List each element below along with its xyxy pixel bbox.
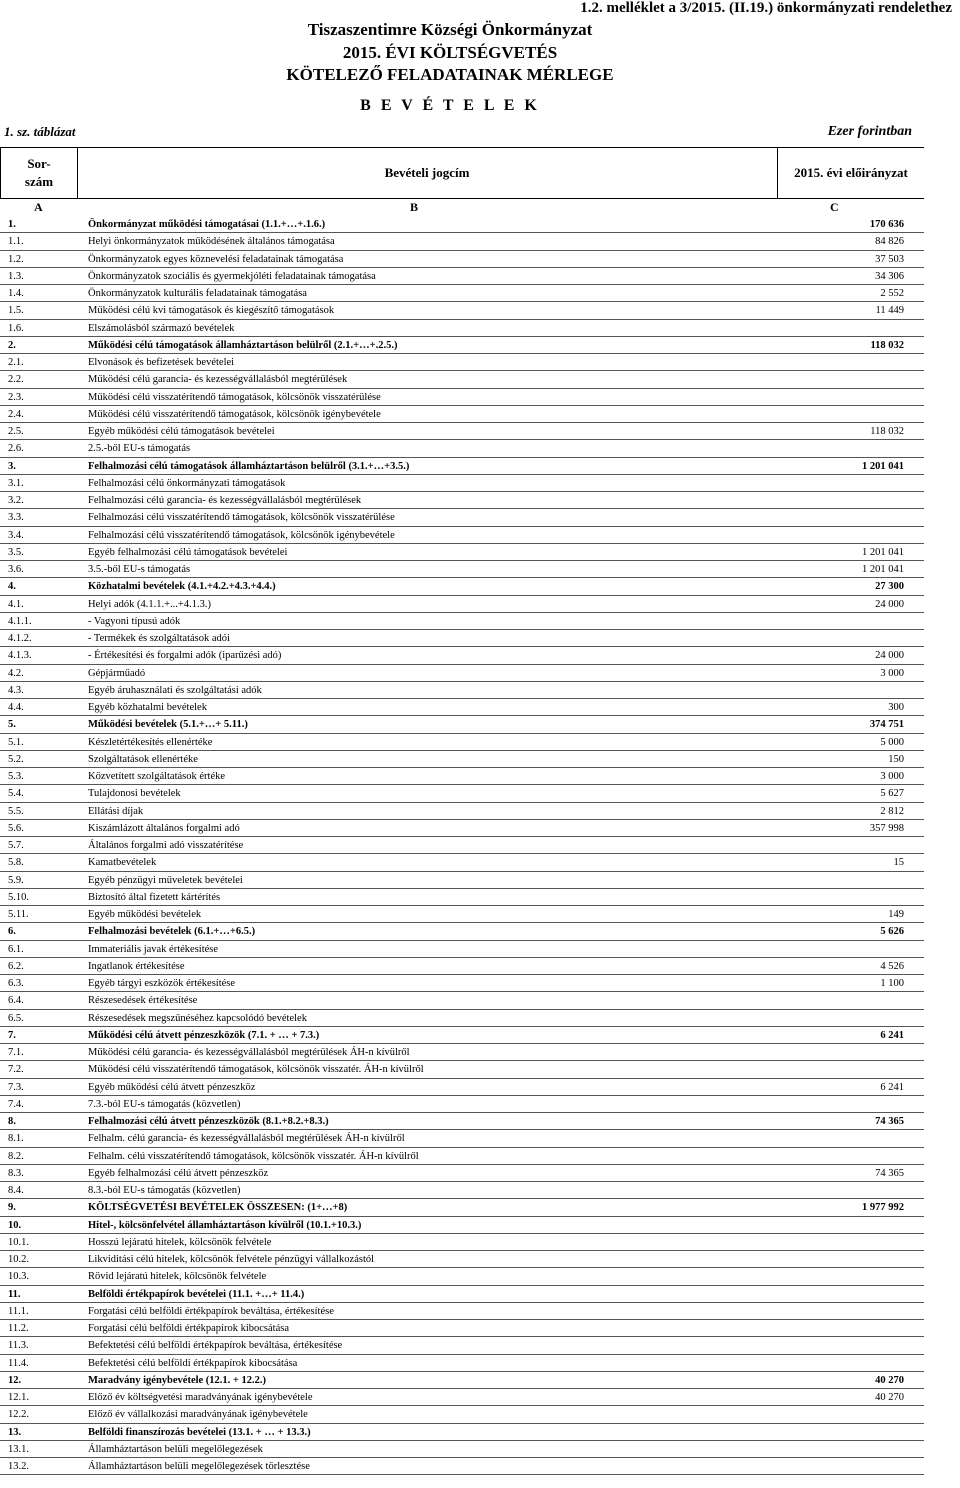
row-number: 8.3. — [8, 1167, 24, 1179]
table-row — [0, 906, 924, 923]
row-number: 3.3. — [8, 512, 24, 524]
table-row — [0, 768, 924, 785]
row-number: 10.2. — [8, 1254, 29, 1265]
row-number: 13.2. — [8, 1461, 29, 1472]
row-value: 5 627 — [880, 788, 904, 800]
row-label: Működési célú garancia- és kezességvállalásból megtérülések ÁH-n kívülről — [88, 1047, 410, 1058]
table-row — [0, 958, 924, 975]
table-row — [0, 716, 924, 733]
row-label: Részesedések megszűnéséhez kapcsolódó bevételek — [88, 1012, 307, 1024]
table-row — [0, 1406, 924, 1423]
table-row — [0, 682, 924, 699]
row-number: 13.1. — [8, 1443, 29, 1455]
row-label: Gépjárműadó — [88, 667, 146, 679]
row-label: Tulajdonosi bevételek — [88, 788, 181, 800]
row-number: 11.3. — [8, 1340, 29, 1352]
table-row — [0, 923, 924, 940]
table-row — [0, 423, 924, 440]
header-row-number-label: Sor- szám — [24, 156, 54, 189]
row-value: 374 751 — [869, 719, 904, 731]
row-number: 3.1. — [8, 477, 24, 489]
row-value: 40 270 — [875, 1392, 904, 1403]
row-number: 5.11. — [8, 909, 29, 920]
row-number: 6.4. — [8, 995, 24, 1007]
row-value: 11 449 — [875, 305, 904, 317]
row-label: Helyi önkormányzatok működésének általános támogatása — [88, 236, 335, 248]
row-value: 5 626 — [880, 926, 904, 938]
row-number: 11.2. — [8, 1323, 29, 1334]
row-label: Államháztartáson belüli megelőlegezések törlesztése — [88, 1461, 310, 1472]
row-number: 2.6. — [8, 443, 24, 455]
table-row — [0, 630, 924, 647]
row-number: 11.4. — [8, 1357, 29, 1369]
table-row — [0, 1337, 924, 1354]
row-label: Befektetési célú belföldi értékpapírok kibocsátása — [88, 1357, 298, 1369]
table-row — [0, 1268, 924, 1285]
table-row — [0, 216, 924, 233]
table-row — [0, 1424, 924, 1441]
table-row — [0, 1286, 924, 1303]
row-label: - Értékesítési és forgalmi adók (iparűzési adó) — [88, 650, 282, 662]
row-number: 5.10. — [8, 891, 29, 903]
column-letters — [0, 199, 924, 215]
row-number: 1. — [8, 219, 16, 230]
annex-reference: 1.2. melléklet a 3/2015. (II.19.) önkormányzati rendelethez — [580, 0, 952, 16]
row-label: Egyéb áruhasználati és szolgáltatási adók — [88, 684, 262, 696]
table-row — [0, 233, 924, 250]
table-row — [0, 1010, 924, 1027]
row-label: Működési célú kvi támogatások és kiegészítő támogatások — [88, 305, 335, 317]
table-row — [0, 613, 924, 630]
row-number: 5.3. — [8, 771, 24, 782]
table-row — [0, 302, 924, 319]
table-row — [0, 803, 924, 820]
row-number: 5.2. — [8, 753, 24, 765]
row-number: 4.3. — [8, 684, 24, 696]
table-row — [0, 1165, 924, 1182]
table-row — [0, 1303, 924, 1320]
row-value: 118 032 — [870, 339, 904, 351]
table-row — [0, 665, 924, 682]
table-number: 1. sz. táblázat — [4, 124, 76, 139]
row-number: 7.4. — [8, 1098, 24, 1110]
row-number: 2.1. — [8, 357, 24, 368]
row-number: 6.5. — [8, 1012, 24, 1024]
row-label: Felhalmozási célú átvett pénzeszközök (8.1.+8.2.+8.3.) — [88, 1116, 329, 1127]
row-label: Kiszámlázott általános forgalmi adó — [88, 822, 240, 834]
row-value: 1 201 041 — [862, 564, 904, 575]
row-number: 4.2. — [8, 667, 24, 679]
row-number: 10. — [8, 1219, 22, 1231]
row-number: 8. — [8, 1116, 16, 1127]
table-row — [0, 837, 924, 854]
row-label: Egyéb működési célú átvett pénzeszköz — [88, 1081, 256, 1093]
row-value: 2 812 — [880, 805, 904, 817]
table-row — [0, 578, 924, 595]
title-line-1: Tiszaszentimre Községi Önkormányzat — [307, 20, 593, 39]
row-number: 6.3. — [8, 978, 24, 989]
table-row — [0, 941, 924, 958]
table-row — [0, 389, 924, 406]
row-label: Felhalmozási célú visszatérítendő támogatások, kölcsönök visszatérülése — [88, 512, 395, 524]
row-label: Kamatbevételek — [88, 857, 157, 869]
row-number: 11.1. — [8, 1305, 29, 1317]
row-number: 5.5. — [8, 805, 24, 817]
table-row — [0, 544, 924, 561]
table-row — [0, 371, 924, 388]
table-row — [0, 1458, 924, 1475]
row-number: 2.2. — [8, 374, 24, 386]
row-value: 40 270 — [875, 1374, 904, 1386]
row-value: 5 000 — [880, 736, 904, 748]
row-number: 5.6. — [8, 822, 24, 834]
row-number: 5.1. — [8, 736, 24, 748]
row-label: Közvetített szolgáltatások értéke — [88, 771, 226, 782]
row-label: Előző év vállalkozási maradványának igénybevétele — [88, 1409, 308, 1421]
row-label: Egyéb felhalmozási célú átvett pénzeszköz — [88, 1167, 269, 1179]
row-label: Hosszú lejáratú hitelek, kölcsönök felvétele — [88, 1236, 272, 1248]
table-row — [0, 785, 924, 802]
header-title: Bevételi jogcím — [77, 148, 778, 198]
row-label: Rövid lejáratú hitelek, kölcsönök felvétele — [88, 1271, 267, 1283]
table-row — [0, 1130, 924, 1147]
row-label: Felhalmozási célú garancia- és kezességvállalásból megtérülések — [88, 495, 362, 506]
row-number: 4.1.1. — [8, 615, 32, 627]
row-number: 12.2. — [8, 1409, 29, 1421]
row-number: 4.1.2. — [8, 633, 32, 644]
row-value: 1 977 992 — [862, 1202, 904, 1214]
table-row — [0, 561, 924, 578]
column-letter-a: A — [34, 200, 43, 214]
row-value: 4 526 — [880, 960, 904, 972]
table-row — [0, 975, 924, 992]
row-label: Működési célú támogatások államháztartáson belülről (2.1.+…+.2.5.) — [88, 339, 398, 351]
table-row — [0, 1251, 924, 1268]
table-row — [0, 1079, 924, 1096]
row-number: 4.4. — [8, 702, 24, 713]
table-row — [0, 1441, 924, 1458]
row-number: 1.2. — [8, 253, 24, 265]
row-number: 1.6. — [8, 322, 24, 334]
table-row — [0, 854, 924, 871]
row-label: Készletértékesítés ellenértéke — [88, 736, 213, 748]
row-number: 3.2. — [8, 495, 24, 506]
row-label: - Termékek és szolgáltatások adói — [88, 633, 230, 644]
row-label: 3.5.-ből EU-s támogatás — [88, 564, 191, 575]
row-label: Önkormányzat működési támogatásai (1.1.+…+.1.6.) — [88, 219, 326, 230]
unit-label: Ezer forintban — [827, 124, 912, 139]
row-value: 24 000 — [875, 650, 904, 662]
row-label: Felhalmozási célú visszatérítendő támogatások, kölcsönök igénybevétele — [88, 529, 395, 541]
table-row — [0, 1389, 924, 1406]
table-row — [0, 751, 924, 768]
row-label: Működési bevételek (5.1.+…+ 5.11.) — [88, 719, 248, 731]
row-value: 1 201 041 — [862, 460, 904, 472]
row-label: Működési célú garancia- és kezességvállalásból megtérülések — [88, 374, 348, 386]
row-number: 3.6. — [8, 564, 24, 575]
row-label: Forgatási célú belföldi értékpapírok kibocsátása — [88, 1323, 289, 1334]
row-label: Immateriális javak értékesítése — [88, 943, 219, 955]
section-heading: B E V É T E L E K — [360, 97, 540, 114]
row-number: 2.5. — [8, 426, 24, 437]
row-value: 2 552 — [880, 288, 904, 299]
row-number: 7.3. — [8, 1081, 24, 1093]
row-label: - Vagyoni típusú adók — [88, 615, 181, 627]
row-number: 5. — [8, 719, 16, 731]
table-row — [0, 820, 924, 837]
row-label: Egyéb felhalmozási célú támogatások bevételei — [88, 546, 288, 558]
table-row — [0, 1320, 924, 1337]
row-number: 12.1. — [8, 1392, 29, 1403]
row-label: 7.3.-ból EU-s támogatás (közvetlen) — [88, 1098, 241, 1110]
row-number: 3.5. — [8, 546, 24, 558]
title-line-3: KÖTELEZŐ FELADATAINAK MÉRLEGE — [286, 65, 614, 84]
row-value: 15 — [893, 857, 904, 869]
row-number: 4.1. — [8, 598, 24, 610]
row-label: Önkormányzatok kulturális feladatainak támogatása — [88, 288, 307, 299]
row-value: 300 — [888, 702, 904, 713]
row-label: Felhalm. célú visszatérítendő támogatások, kölcsönök visszatér. ÁH-n kívülről — [88, 1150, 419, 1162]
row-value: 27 300 — [875, 581, 904, 593]
row-value: 3 000 — [880, 667, 904, 679]
table-header — [0, 147, 924, 199]
row-number: 1.3. — [8, 270, 24, 282]
row-value: 118 032 — [870, 426, 904, 437]
row-number: 2. — [8, 339, 16, 351]
row-number: 4. — [8, 581, 16, 593]
row-value: 170 636 — [869, 219, 904, 230]
header-amount: 2015. évi előirányzat — [794, 165, 908, 180]
table-row — [0, 734, 924, 751]
row-label: Belföldi finanszírozás bevételei (13.1. + … + 13.3.) — [88, 1426, 311, 1438]
table-row — [0, 699, 924, 716]
row-label: Befektetési célú belföldi értékpapírok beváltása, értékesítése — [88, 1340, 343, 1352]
row-value: 6 241 — [880, 1029, 904, 1041]
row-label: Elvonások és befizetések bevételei — [88, 357, 235, 368]
row-label: Önkormányzatok szociális és gyermekjóléti feladatainak támogatása — [88, 270, 376, 282]
row-label: Felhalmozási bevételek (6.1.+…+6.5.) — [88, 926, 256, 938]
table-row — [0, 527, 924, 544]
row-number: 6. — [8, 926, 16, 938]
row-label: Államháztartáson belüli megelőlegezések — [88, 1443, 263, 1455]
row-number: 3.4. — [8, 529, 24, 541]
row-label: Elszámolásból származó bevételek — [88, 322, 235, 334]
row-label: 8.3.-ból EU-s támogatás (közvetlen) — [88, 1185, 241, 1196]
row-label: Ingatlanok értékesítése — [88, 960, 185, 972]
row-value: 37 503 — [875, 253, 904, 265]
row-label: Egyéb működési bevételek — [88, 909, 202, 920]
row-value: 24 000 — [875, 598, 904, 610]
row-label: Önkormányzatok egyes köznevelési feladatainak támogatása — [88, 253, 344, 265]
table-row — [0, 251, 924, 268]
row-label: Felhalmozási célú támogatások államháztartáson belülről (3.1.+…+3.5.) — [88, 460, 410, 472]
table-row — [0, 354, 924, 371]
row-label: KÖLTSÉGVETÉSI BEVÉTELEK ÖSSZESEN: (1+…+8) — [88, 1202, 348, 1214]
row-value: 74 365 — [875, 1116, 904, 1127]
row-number: 5.4. — [8, 788, 24, 800]
table-row — [0, 1061, 924, 1078]
row-label: Egyéb közhatalmi bevételek — [88, 702, 207, 713]
row-label: Egyéb tárgyi eszközök értékesítése — [88, 978, 236, 989]
row-number: 11. — [8, 1288, 21, 1300]
row-label: Előző év költségvetési maradványának igénybevétele — [88, 1392, 313, 1403]
table-row — [0, 1027, 924, 1044]
title-line-2: 2015. ÉVI KÖLTSÉGVETÉS — [342, 43, 558, 62]
table-row — [0, 872, 924, 889]
row-value: 3 000 — [880, 771, 904, 782]
row-value: 74 365 — [875, 1167, 904, 1179]
row-number: 1.4. — [8, 288, 24, 299]
row-number: 2.4. — [8, 408, 24, 420]
table-row — [0, 337, 924, 354]
table-row — [0, 647, 924, 664]
row-number: 8.2. — [8, 1150, 24, 1162]
table-row — [0, 509, 924, 526]
table-row — [0, 406, 924, 423]
row-number: 3. — [8, 460, 16, 472]
row-number: 9. — [8, 1202, 16, 1214]
header-row-number — [1, 148, 78, 198]
row-number: 5.7. — [8, 840, 24, 851]
row-label: Részesedések értékesítése — [88, 995, 198, 1007]
row-number: 10.1. — [8, 1236, 29, 1248]
row-label: Egyéb működési célú támogatások bevételei — [88, 426, 275, 437]
table-row — [0, 1234, 924, 1251]
column-letter-c: C — [830, 200, 839, 214]
row-label: Működési célú átvett pénzeszközök (7.1. + … + 7.3.) — [88, 1029, 320, 1041]
row-value: 6 241 — [880, 1081, 904, 1093]
row-label: Maradvány igénybevétele (12.1. + 12.2.) — [88, 1374, 267, 1386]
table-row — [0, 1355, 924, 1372]
row-label: Működési célú visszatérítendő támogatások, kölcsönök visszatér. ÁH-n kívülről — [88, 1064, 424, 1076]
row-number: 12. — [8, 1374, 22, 1386]
table-row — [0, 285, 924, 302]
row-number: 5.9. — [8, 874, 24, 886]
row-number: 1.5. — [8, 305, 24, 317]
row-label: Közhatalmi bevételek (4.1.+4.2.+4.3.+4.4.) — [88, 581, 276, 593]
row-value: 150 — [888, 753, 904, 765]
table-row — [0, 440, 924, 457]
row-value: 1 100 — [880, 978, 904, 989]
row-number: 7. — [8, 1029, 16, 1041]
table-row — [0, 1199, 924, 1216]
row-number: 10.3. — [8, 1271, 29, 1283]
table-row — [0, 268, 924, 285]
row-value: 34 306 — [875, 270, 904, 282]
row-label: Belföldi értékpapírok bevételei (11.1. +…+ 11.4.) — [88, 1288, 305, 1300]
table-row — [0, 1182, 924, 1199]
row-value: 84 826 — [875, 236, 904, 248]
table-row — [0, 992, 924, 1009]
table-row — [0, 1148, 924, 1165]
row-number: 7.1. — [8, 1047, 24, 1058]
row-label: Forgatási célú belföldi értékpapírok beváltása, értékesítése — [88, 1305, 334, 1317]
table-row — [0, 320, 924, 337]
table-row — [0, 1113, 924, 1130]
row-value: 1 201 041 — [862, 546, 904, 558]
row-label: Likviditási célú hitelek, kölcsönök felvétele pénzügyi vállalkozástól — [88, 1254, 375, 1265]
row-label: Működési célú visszatérítendő támogatások, kölcsönök igénybevétele — [88, 408, 381, 420]
row-number: 4.1.3. — [8, 650, 32, 662]
row-label: Általános forgalmi adó visszatérítése — [88, 840, 244, 851]
row-label: Egyéb pénzügyi műveletek bevételei — [88, 874, 243, 886]
row-label: Szolgáltatások ellenértéke — [88, 753, 198, 765]
row-number: 8.1. — [8, 1133, 24, 1145]
row-number: 5.8. — [8, 857, 24, 869]
row-number: 2.3. — [8, 391, 24, 403]
table-row — [0, 475, 924, 492]
row-number: 1.1. — [8, 236, 24, 248]
row-label: Helyi adók (4.1.1.+...+4.1.3.) — [88, 598, 211, 610]
row-number: 13. — [8, 1426, 22, 1438]
row-number: 6.1. — [8, 943, 24, 955]
row-number: 8.4. — [8, 1185, 24, 1196]
row-number: 7.2. — [8, 1064, 24, 1076]
table-row — [0, 1044, 924, 1061]
column-letter-b: B — [410, 200, 419, 214]
table-row — [0, 1096, 924, 1113]
table-row — [0, 1372, 924, 1389]
table-body — [0, 216, 924, 1475]
table-row — [0, 596, 924, 613]
table-row — [0, 889, 924, 906]
row-label: Felhalmozási célú önkormányzati támogatások — [88, 477, 286, 489]
row-label: Ellátási díjak — [88, 805, 144, 817]
table-row — [0, 492, 924, 509]
table-row — [0, 458, 924, 475]
table-row — [0, 1217, 924, 1234]
row-label: Működési célú visszatérítendő támogatások, kölcsönök visszatérülése — [88, 391, 381, 403]
row-number: 6.2. — [8, 960, 24, 972]
row-label: Hitel-, kölcsönfelvétel államháztartáson kívülről (10.1.+10.3.) — [88, 1219, 362, 1231]
row-value: 149 — [888, 909, 904, 920]
row-label: Biztosító által fizetett kártérítés — [88, 891, 221, 903]
row-label: 2.5.-ből EU-s támogatás — [88, 443, 191, 455]
row-label: Felhalm. célú garancia- és kezességvállalásból megtérülések ÁH-n kívülről — [88, 1133, 405, 1145]
row-value: 357 998 — [869, 822, 904, 834]
